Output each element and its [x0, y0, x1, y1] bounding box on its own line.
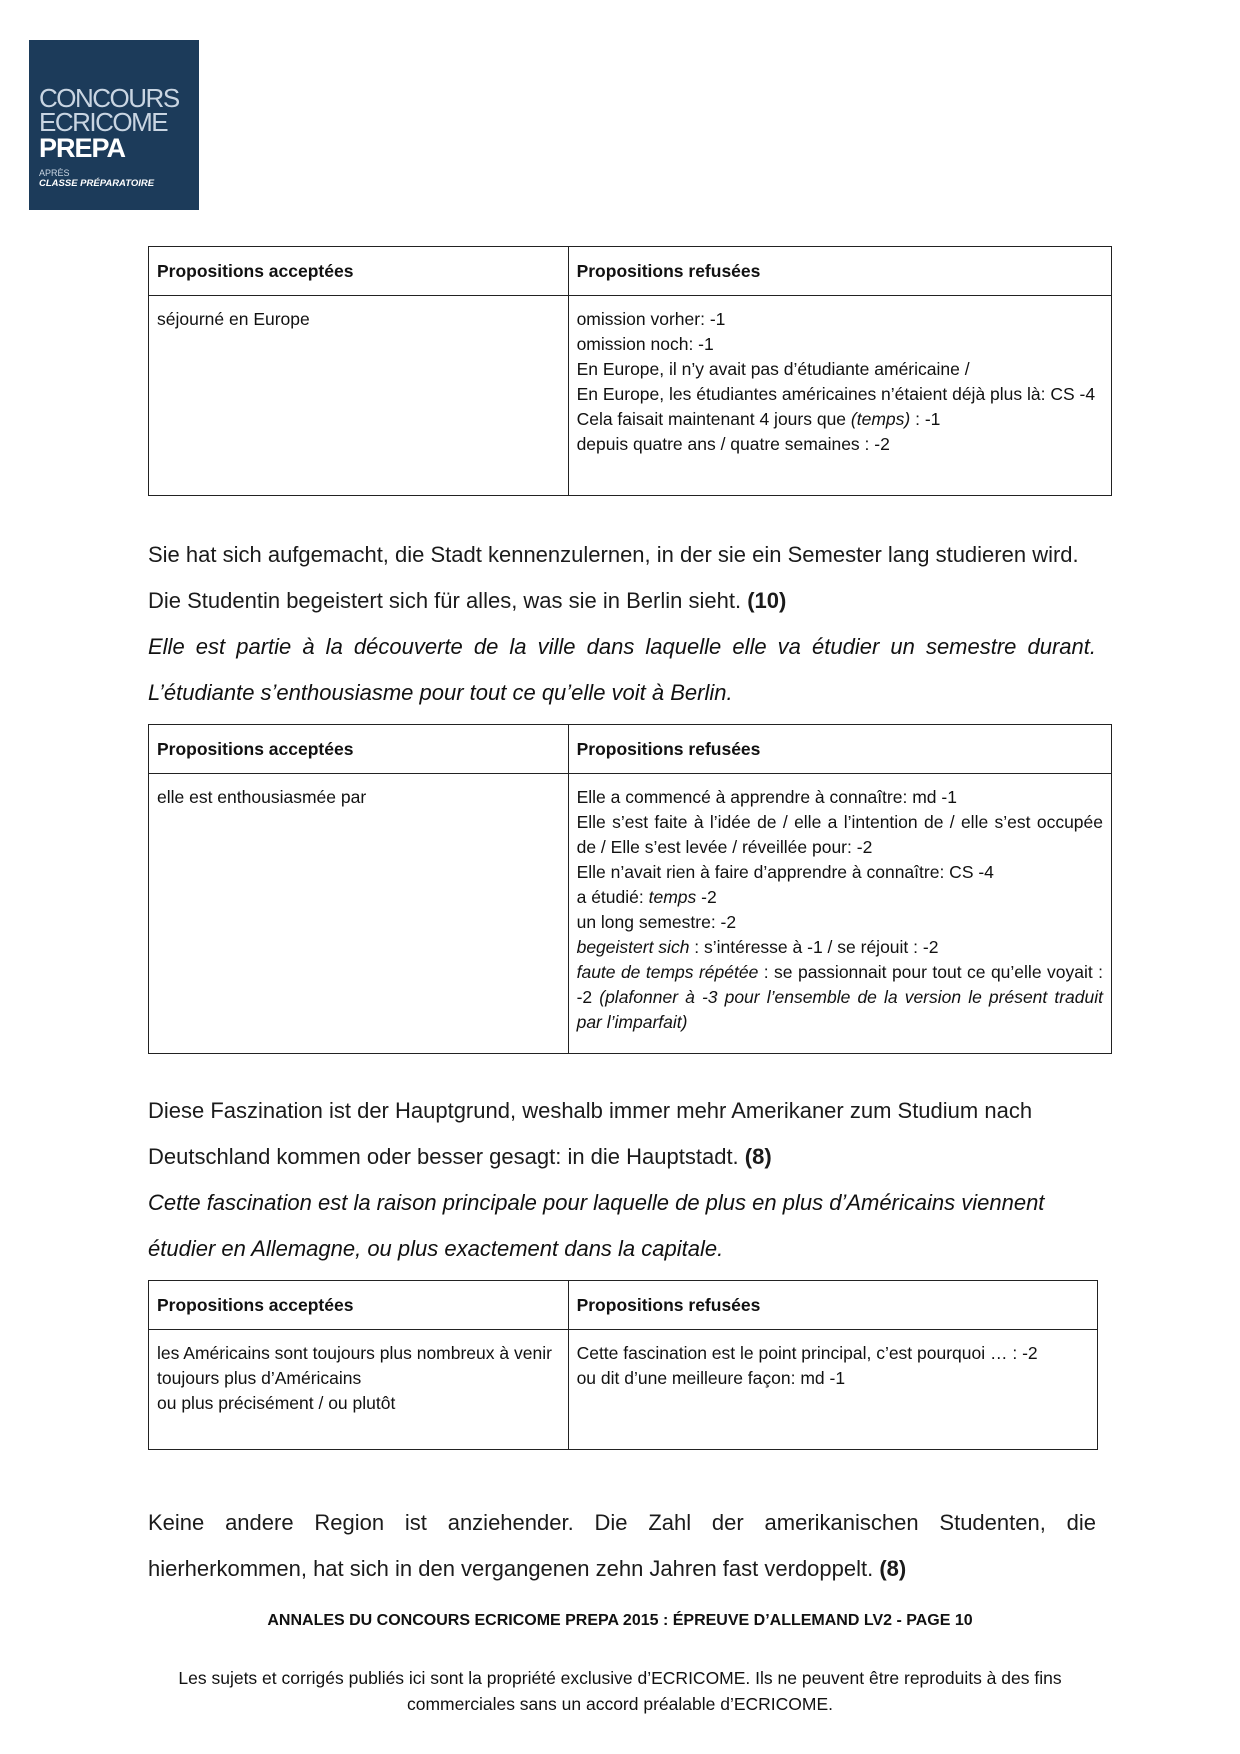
refused-item: Elle n’avait rien à faire d’apprendre à connaître: CS -4	[576, 862, 994, 882]
header-refused: Propositions refusées	[568, 1281, 1097, 1330]
logo-line-prepa: PREPA	[39, 133, 126, 163]
header-accepted: Propositions acceptées	[149, 247, 569, 296]
french-translation: Elle est partie à la découverte de la ville dans laquelle elle va étudier un semestre durant. L’étudiante s’enthousiasme pour tout ce qu’elle voit à Berlin.	[148, 634, 1096, 705]
refused-cell	[568, 296, 1111, 496]
refused-item: omission vorher: -1	[576, 309, 726, 329]
points-label: (8)	[879, 1556, 907, 1581]
accepted-item: elle est enthousiasmée par	[157, 787, 367, 807]
page-footer-title: ANNALES DU CONCOURS ECRICOME PREPA 2015 : ÉPREUVE D’ALLEMAND LV2 - PAGE 10	[267, 1612, 973, 1629]
refused-item: En Europe, il n’y avait pas d’étudiante américaine /	[576, 359, 970, 379]
refused-item: faute de temps répétée : se passionnait pour tout ce qu’elle voyait : -2 (plafonner à -3 pour l’ensemble de la version le présent traduit par l’imparfait)	[576, 962, 1103, 1032]
points-label: (8)	[744, 1144, 772, 1169]
points-label: (10)	[747, 588, 787, 613]
table-header-row	[149, 725, 1112, 774]
refused-cell	[568, 774, 1111, 1054]
header-accepted: Propositions acceptées	[149, 1281, 569, 1330]
table-row	[149, 296, 1112, 496]
accepted-cell	[149, 1330, 569, 1450]
ecricome-logo	[29, 40, 199, 210]
refused-item: un long semestre: -2	[576, 912, 737, 932]
accepted-cell	[149, 296, 569, 496]
header-refused: Propositions refusées	[568, 725, 1111, 774]
logo-line-concours: CONCOURS	[39, 83, 179, 113]
refused-cell	[568, 1330, 1097, 1450]
french-translation: Cette fascination est la raison principale pour laquelle de plus en plus d’Américains viennent étudier en Allemagne, ou plus exactement dans la capitale.	[148, 1190, 1045, 1261]
table-row	[149, 774, 1112, 1054]
refused-item: Elle s’est faite à l’idée de / elle a l’intention de / elle s’est occupée de / Elle s’est levée / réveillée pour: -2	[576, 812, 1103, 857]
accepted-cell	[149, 774, 569, 1054]
german-paragraph: Keine andere Region ist anziehender. Die Zahl der amerikanischen Studenten, die hierherkommen, hat sich in den vergangenen zehn Jahren fast verdoppelt. (8)	[148, 1510, 1096, 1581]
german-paragraph: Sie hat sich aufgemacht, die Stadt kennenzulernen, in der sie ein Semester lang studieren wird. Die Studentin begeistert sich für alles, was sie in Berlin sieht. (10)	[148, 542, 1079, 613]
header-refused: Propositions refusées	[568, 247, 1111, 296]
table-header-row	[149, 1281, 1098, 1330]
refused-item: En Europe, les étudiantes américaines n’étaient déjà plus là: CS -4	[576, 384, 1096, 404]
refused-item: omission noch: -1	[576, 334, 714, 354]
refused-item: begeistert sich : s’intéresse à -1 / se réjouit : -2	[576, 937, 939, 957]
accepted-item: les Américains sont toujours plus nombreux à venir	[157, 1343, 552, 1363]
copyright-notice: Les sujets et corrigés publiés ici sont la propriété exclusive d’ECRICOME. Ils ne peuvent être reproduits à des fins commerciales sans un accord préalable d’ECRICOME.	[178, 1668, 1062, 1714]
refused-item: Cette fascination est le point principal, c’est pourquoi … : -2	[576, 1343, 1038, 1363]
accepted-item: ou plus précisément / ou plutôt	[157, 1393, 396, 1413]
corrections-table-1	[148, 246, 1112, 496]
corrections-table-2	[148, 724, 1112, 1054]
table-header-row	[149, 247, 1112, 296]
refused-item-italic: (temps)	[850, 409, 911, 429]
logo-line-classe: CLASSE PRÉPARATOIRE	[39, 178, 155, 189]
corrections-table-3	[148, 1280, 1098, 1450]
refused-item: a étudié: temps -2	[576, 887, 717, 907]
logo-line-apres: APRÈS	[39, 168, 70, 178]
header-accepted: Propositions acceptées	[149, 725, 569, 774]
accepted-item: toujours plus d’Américains	[157, 1368, 362, 1388]
german-paragraph: Diese Faszination ist der Hauptgrund, weshalb immer mehr Amerikaner zum Studium nach Deutschland kommen oder besser gesagt: in die Hauptstadt. (8)	[148, 1098, 1033, 1169]
logo-line-ecricome: ECRICOME	[39, 107, 168, 137]
refused-item: ou dit d’une meilleure façon: md -1	[576, 1368, 846, 1388]
accepted-item: séjourné en Europe	[157, 309, 310, 329]
refused-item: Elle a commencé à apprendre à connaître: md -1	[576, 787, 957, 807]
refused-item: depuis quatre ans / quatre semaines : -2	[576, 434, 890, 454]
refused-item: Cela faisait maintenant 4 jours que (temps) : -1	[576, 409, 941, 429]
table-row	[149, 1330, 1098, 1450]
